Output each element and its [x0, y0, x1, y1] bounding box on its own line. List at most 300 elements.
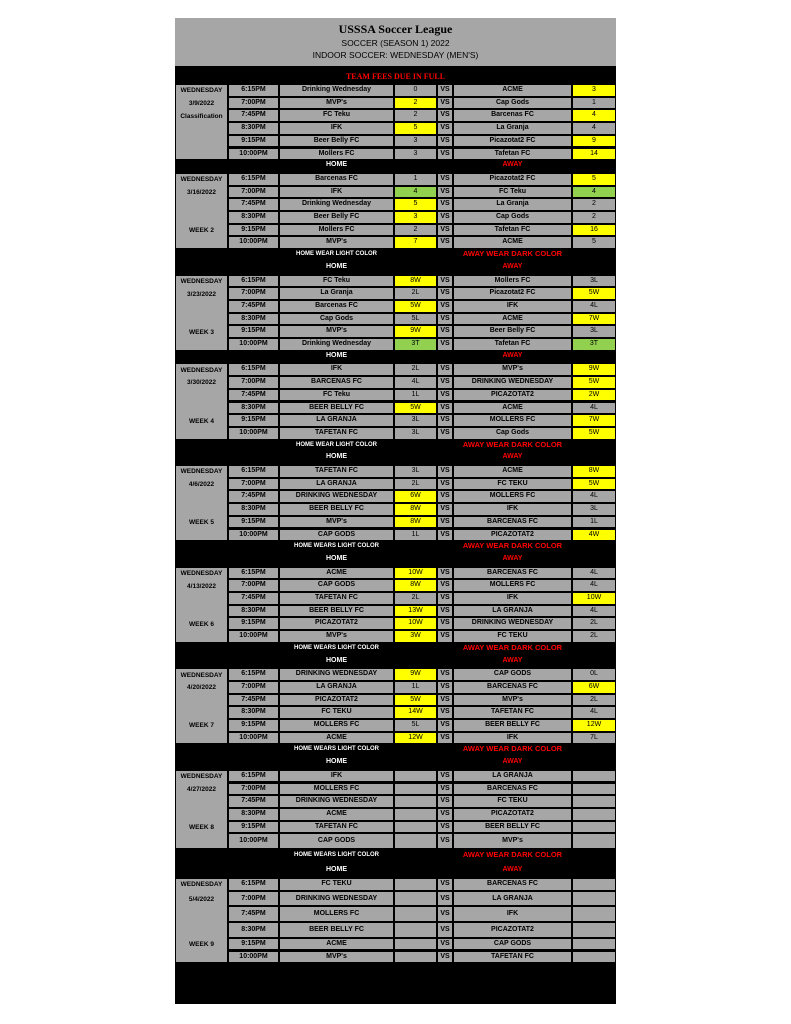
home-score: 10W	[394, 617, 437, 630]
week-day-cell	[175, 465, 228, 541]
away-team: LA GRANJA	[453, 770, 572, 783]
home-score: 2	[394, 109, 437, 122]
game-time: 7:45PM	[228, 906, 279, 922]
vs-label: VS	[437, 313, 453, 326]
home-team: CAP GODS	[279, 579, 394, 592]
away-team: FC TEKU	[453, 478, 572, 491]
away-team: IFK	[453, 732, 572, 745]
vs-label: VS	[437, 668, 453, 681]
home-score	[394, 922, 437, 938]
game-time: 8:30PM	[228, 211, 279, 224]
away-score: 5	[572, 173, 616, 186]
vs-label: VS	[437, 630, 453, 643]
vs-label: VS	[437, 376, 453, 389]
week-note: Classification	[180, 112, 223, 120]
vs-label: VS	[437, 300, 453, 313]
game-time: 8:30PM	[228, 605, 279, 618]
game-time: 10:00PM	[228, 427, 279, 440]
game-time: 9:15PM	[228, 414, 279, 427]
vs-label: VS	[437, 891, 453, 907]
week-day-cell	[175, 567, 228, 643]
away-header: AWAY	[502, 351, 523, 359]
away-score: 3T	[572, 338, 616, 351]
away-team: FC TEKU	[453, 630, 572, 643]
home-team: BEER BELLY FC	[279, 402, 394, 415]
away-team: BARCENAS FC	[453, 681, 572, 694]
away-team: ACME	[453, 236, 572, 249]
away-team: DRINKING WEDNESDAY	[453, 376, 572, 389]
vs-label: VS	[437, 605, 453, 618]
away-team: TAFETAN FC	[453, 951, 572, 964]
home-team: ACME	[279, 808, 394, 821]
game-time: 9:15PM	[228, 224, 279, 237]
away-score: 4L	[572, 490, 616, 503]
game-time: 9:15PM	[228, 135, 279, 148]
away-score: 5W	[572, 287, 616, 300]
home-score: 2L	[394, 363, 437, 376]
game-time: 10:00PM	[228, 338, 279, 351]
away-score: 10W	[572, 592, 616, 605]
game-time: 6:15PM	[228, 363, 279, 376]
game-time: 6:15PM	[228, 275, 279, 288]
schedule-sheet	[175, 18, 616, 1004]
home-score: 4	[394, 186, 437, 199]
vs-label: VS	[437, 490, 453, 503]
week-date: 3/16/2022	[187, 188, 216, 196]
away-score: 7L	[572, 732, 616, 745]
week-date: 3/30/2022	[187, 379, 216, 387]
away-score: 2L	[572, 694, 616, 707]
home-header: HOME	[326, 453, 347, 461]
away-score: 6W	[572, 681, 616, 694]
away-team: IFK	[453, 592, 572, 605]
away-score	[572, 951, 616, 964]
game-time: 8:30PM	[228, 503, 279, 516]
home-header: HOME	[326, 865, 347, 873]
away-score: 2	[572, 198, 616, 211]
away-team: La Granja	[453, 122, 572, 135]
home-team: Mollers FC	[279, 224, 394, 237]
home-team: DRINKING WEDNESDAY	[279, 891, 394, 907]
home-team: MOLLERS FC	[279, 783, 394, 796]
week-number: WEEK 2	[189, 227, 214, 235]
home-score: 10W	[394, 567, 437, 580]
game-time: 10:00PM	[228, 529, 279, 542]
away-score	[572, 808, 616, 821]
game-time: 7:00PM	[228, 783, 279, 796]
away-score	[572, 938, 616, 951]
game-time: 6:15PM	[228, 878, 279, 891]
home-team: FC TEKU	[279, 706, 394, 719]
vs-label: VS	[437, 402, 453, 415]
home-team: Beer Belly FC	[279, 211, 394, 224]
away-team: PICAZOTAT2	[453, 389, 572, 402]
away-header: AWAY	[502, 758, 523, 766]
home-score: 3L	[394, 465, 437, 478]
home-score: 3	[394, 211, 437, 224]
week-number: WEEK 8	[189, 823, 214, 831]
away-score: 4	[572, 122, 616, 135]
away-color-note: AWAY WEAR DARK COLOR	[462, 744, 563, 754]
away-score	[572, 821, 616, 834]
home-color-note: HOME WEAR LIGHT COLOR	[296, 251, 377, 258]
week-day-label: WEDNESDAY	[180, 468, 223, 476]
away-team: Barcenas FC	[453, 109, 572, 122]
vs-label: VS	[437, 529, 453, 542]
home-color-note: HOME WEARS LIGHT COLOR	[294, 746, 379, 753]
home-score: 0	[394, 84, 437, 97]
away-score: 3L	[572, 325, 616, 338]
home-score	[394, 951, 437, 964]
week-number: WEEK 9	[189, 941, 214, 949]
home-team: Drinking Wednesday	[279, 338, 394, 351]
away-score: 5W	[572, 376, 616, 389]
away-score: 16	[572, 224, 616, 237]
vs-label: VS	[437, 579, 453, 592]
away-score: 9W	[572, 363, 616, 376]
home-team: LA GRANJA	[279, 414, 394, 427]
week-day-label: WEDNESDAY	[180, 176, 223, 184]
week-date: 4/6/2022	[188, 481, 215, 489]
game-time: 7:45PM	[228, 198, 279, 211]
week-date: 3/9/2022	[188, 100, 215, 108]
away-score: 4L	[572, 579, 616, 592]
week-day-cell	[175, 84, 228, 160]
week-number: WEEK 4	[189, 417, 214, 425]
home-score: 5L	[394, 313, 437, 326]
home-team: TAFETAN FC	[279, 465, 394, 478]
away-score: 4	[572, 109, 616, 122]
away-color-note: AWAY WEAR DARK COLOR	[462, 642, 563, 652]
away-team: BEER BELLY FC	[453, 821, 572, 834]
away-color-note: AWAY WEAR DARK COLOR	[462, 439, 563, 449]
home-team: CAP GODS	[279, 529, 394, 542]
home-team: IFK	[279, 122, 394, 135]
vs-label: VS	[437, 173, 453, 186]
away-score: 14	[572, 148, 616, 161]
home-score: 3	[394, 135, 437, 148]
game-time: 7:45PM	[228, 389, 279, 402]
home-team: MOLLERS FC	[279, 719, 394, 732]
game-time: 8:30PM	[228, 922, 279, 938]
vs-label: VS	[437, 186, 453, 199]
home-score	[394, 770, 437, 783]
away-score	[572, 891, 616, 907]
game-time: 10:00PM	[228, 833, 279, 849]
home-color-note: HOME WEARS LIGHT COLOR	[294, 644, 379, 651]
away-score	[572, 770, 616, 783]
away-team: BARCENAS FC	[453, 516, 572, 529]
game-time: 8:30PM	[228, 313, 279, 326]
home-team: FC TEKU	[279, 878, 394, 891]
home-team: BEER BELLY FC	[279, 503, 394, 516]
vs-label: VS	[437, 516, 453, 529]
away-team: BARCENAS FC	[453, 783, 572, 796]
home-score: 4L	[394, 376, 437, 389]
home-team: Barcenas FC	[279, 173, 394, 186]
away-score: 3L	[572, 503, 616, 516]
away-team: CAP GODS	[453, 938, 572, 951]
vs-label: VS	[437, 878, 453, 891]
game-time: 9:15PM	[228, 325, 279, 338]
home-header: HOME	[326, 262, 347, 270]
away-header: AWAY	[502, 262, 523, 270]
away-score	[572, 906, 616, 922]
away-team: MVP's	[453, 694, 572, 707]
home-team: DRINKING WEDNESDAY	[279, 668, 394, 681]
home-team: Beer Belly FC	[279, 135, 394, 148]
home-team: TAFETAN FC	[279, 592, 394, 605]
vs-label: VS	[437, 906, 453, 922]
game-time: 10:00PM	[228, 148, 279, 161]
away-team: Beer Belly FC	[453, 325, 572, 338]
home-team: MVP's	[279, 325, 394, 338]
away-score: 9	[572, 135, 616, 148]
home-score: 5W	[394, 694, 437, 707]
away-score	[572, 878, 616, 891]
home-score: 8W	[394, 516, 437, 529]
away-score: 2W	[572, 389, 616, 402]
week-day-label: WEDNESDAY	[180, 773, 223, 781]
game-time: 7:00PM	[228, 681, 279, 694]
game-time: 7:45PM	[228, 300, 279, 313]
away-score: 1L	[572, 516, 616, 529]
game-time: 7:45PM	[228, 592, 279, 605]
game-time: 10:00PM	[228, 732, 279, 745]
away-team: Mollers FC	[453, 275, 572, 288]
page-title: USSSA Soccer League	[175, 21, 616, 37]
away-header: AWAY	[502, 161, 523, 169]
week-day-cell	[175, 878, 228, 963]
game-time: 6:15PM	[228, 173, 279, 186]
away-score: 2	[572, 211, 616, 224]
away-score: 5	[572, 236, 616, 249]
away-score: 4L	[572, 300, 616, 313]
home-score: 8W	[394, 579, 437, 592]
home-score	[394, 906, 437, 922]
week-day-label: WEDNESDAY	[180, 671, 223, 679]
home-header: HOME	[326, 161, 347, 169]
week-day-label: WEDNESDAY	[180, 366, 223, 374]
away-team: MVP's	[453, 833, 572, 849]
game-time: 7:45PM	[228, 490, 279, 503]
away-score: 7W	[572, 414, 616, 427]
home-score: 8W	[394, 275, 437, 288]
vs-label: VS	[437, 363, 453, 376]
home-team: ACME	[279, 567, 394, 580]
week-date: 3/23/2022	[187, 290, 216, 298]
home-score	[394, 821, 437, 834]
away-header: AWAY	[502, 554, 523, 562]
away-color-note: AWAY WEAR DARK COLOR	[462, 850, 563, 859]
home-team: DRINKING WEDNESDAY	[279, 795, 394, 808]
home-team: La Granja	[279, 287, 394, 300]
away-score: 4L	[572, 706, 616, 719]
away-team: IFK	[453, 300, 572, 313]
vs-label: VS	[437, 148, 453, 161]
vs-label: VS	[437, 503, 453, 516]
away-score: 4L	[572, 605, 616, 618]
vs-label: VS	[437, 833, 453, 849]
game-time: 9:15PM	[228, 617, 279, 630]
game-time: 6:15PM	[228, 668, 279, 681]
home-header: HOME	[326, 758, 347, 766]
away-team: BARCENAS FC	[453, 567, 572, 580]
home-team: CAP GODS	[279, 833, 394, 849]
home-score: 3	[394, 148, 437, 161]
away-score	[572, 833, 616, 849]
home-score: 2L	[394, 478, 437, 491]
away-team: Tafetan FC	[453, 338, 572, 351]
home-score: 2L	[394, 592, 437, 605]
home-score: 13W	[394, 605, 437, 618]
vs-label: VS	[437, 122, 453, 135]
game-time: 7:00PM	[228, 287, 279, 300]
week-day-label: WEDNESDAY	[180, 881, 223, 889]
away-team: ACME	[453, 465, 572, 478]
away-score: 3L	[572, 275, 616, 288]
away-team: Cap Gods	[453, 211, 572, 224]
game-time: 9:15PM	[228, 938, 279, 951]
week-day-cell	[175, 770, 228, 849]
away-team: ACME	[453, 313, 572, 326]
game-time: 6:15PM	[228, 84, 279, 97]
home-score: 2	[394, 97, 437, 110]
game-time: 7:45PM	[228, 795, 279, 808]
week-date: 4/20/2022	[187, 684, 216, 692]
home-team: IFK	[279, 363, 394, 376]
home-score: 6W	[394, 490, 437, 503]
vs-label: VS	[437, 706, 453, 719]
home-team: Drinking Wednesday	[279, 198, 394, 211]
away-team: FC Teku	[453, 186, 572, 199]
vs-label: VS	[437, 97, 453, 110]
away-score: 4L	[572, 402, 616, 415]
home-team: MVP's	[279, 951, 394, 964]
vs-label: VS	[437, 770, 453, 783]
away-team: FC TEKU	[453, 795, 572, 808]
home-score: 1L	[394, 681, 437, 694]
vs-label: VS	[437, 236, 453, 249]
vs-label: VS	[437, 938, 453, 951]
week-day-cell	[175, 668, 228, 744]
home-team: FC Teku	[279, 275, 394, 288]
away-score: 2L	[572, 617, 616, 630]
home-team: BARCENAS FC	[279, 376, 394, 389]
home-team: FC Teku	[279, 389, 394, 402]
week-date: 4/27/2022	[187, 785, 216, 793]
home-score: 5L	[394, 719, 437, 732]
league-subtitle: INDOOR SOCCER: WEDNESDAY (MEN'S)	[175, 49, 616, 61]
game-time: 7:00PM	[228, 376, 279, 389]
game-time: 9:15PM	[228, 516, 279, 529]
home-team: MVP's	[279, 630, 394, 643]
vs-label: VS	[437, 808, 453, 821]
away-team: LA GRANJA	[453, 891, 572, 907]
home-header: HOME	[326, 656, 347, 664]
home-team: MOLLERS FC	[279, 906, 394, 922]
away-team: BARCENAS FC	[453, 878, 572, 891]
week-day-cell	[175, 363, 228, 439]
home-score: 2	[394, 224, 437, 237]
home-team: IFK	[279, 186, 394, 199]
away-score: 5W	[572, 478, 616, 491]
away-team: Picazotat2 FC	[453, 135, 572, 148]
vs-label: VS	[437, 951, 453, 964]
week-number: WEEK 5	[189, 519, 214, 527]
home-score: 3L	[394, 427, 437, 440]
home-team: ACME	[279, 938, 394, 951]
home-score	[394, 808, 437, 821]
away-team: MOLLERS FC	[453, 414, 572, 427]
home-score: 8W	[394, 503, 437, 516]
home-team: PICAZOTAT2	[279, 617, 394, 630]
home-team: MVP's	[279, 236, 394, 249]
home-score: 14W	[394, 706, 437, 719]
home-header: HOME	[326, 351, 347, 359]
home-team: MVP's	[279, 516, 394, 529]
home-score: 7	[394, 236, 437, 249]
home-score: 1L	[394, 529, 437, 542]
vs-label: VS	[437, 275, 453, 288]
home-team: TAFETAN FC	[279, 821, 394, 834]
home-score	[394, 938, 437, 951]
away-score	[572, 922, 616, 938]
game-time: 8:30PM	[228, 808, 279, 821]
away-score: 8W	[572, 465, 616, 478]
home-score: 3T	[394, 338, 437, 351]
home-score: 1L	[394, 389, 437, 402]
home-color-note: HOME WEAR LIGHT COLOR	[296, 441, 377, 448]
game-time: 8:30PM	[228, 402, 279, 415]
vs-label: VS	[437, 389, 453, 402]
home-score: 9W	[394, 325, 437, 338]
week-day-cell	[175, 173, 228, 249]
game-time: 8:30PM	[228, 706, 279, 719]
away-score: 2L	[572, 630, 616, 643]
week-number: WEEK 3	[189, 328, 214, 336]
away-color-note: AWAY WEAR DARK COLOR	[462, 249, 563, 259]
vs-label: VS	[437, 325, 453, 338]
away-score: 7W	[572, 313, 616, 326]
home-team: FC Teku	[279, 109, 394, 122]
away-team: PICAZOTAT2	[453, 922, 572, 938]
away-team: MOLLERS FC	[453, 579, 572, 592]
away-score: 0L	[572, 668, 616, 681]
away-team: La Granja	[453, 198, 572, 211]
vs-label: VS	[437, 567, 453, 580]
vs-label: VS	[437, 694, 453, 707]
home-header: HOME	[326, 554, 347, 562]
game-time: 7:45PM	[228, 694, 279, 707]
home-team: Drinking Wednesday	[279, 84, 394, 97]
vs-label: VS	[437, 211, 453, 224]
away-team: PICAZOTAT2	[453, 808, 572, 821]
home-team: MVP's	[279, 97, 394, 110]
home-score: 2L	[394, 287, 437, 300]
away-score	[572, 795, 616, 808]
away-team: DRINKING WEDNESDAY	[453, 617, 572, 630]
home-team: PICAZOTAT2	[279, 694, 394, 707]
away-team: CAP GODS	[453, 668, 572, 681]
away-team: Cap Gods	[453, 97, 572, 110]
home-team: Barcenas FC	[279, 300, 394, 313]
home-score: 9W	[394, 668, 437, 681]
away-team: IFK	[453, 906, 572, 922]
home-team: IFK	[279, 770, 394, 783]
home-score: 5W	[394, 300, 437, 313]
game-time: 9:15PM	[228, 821, 279, 834]
